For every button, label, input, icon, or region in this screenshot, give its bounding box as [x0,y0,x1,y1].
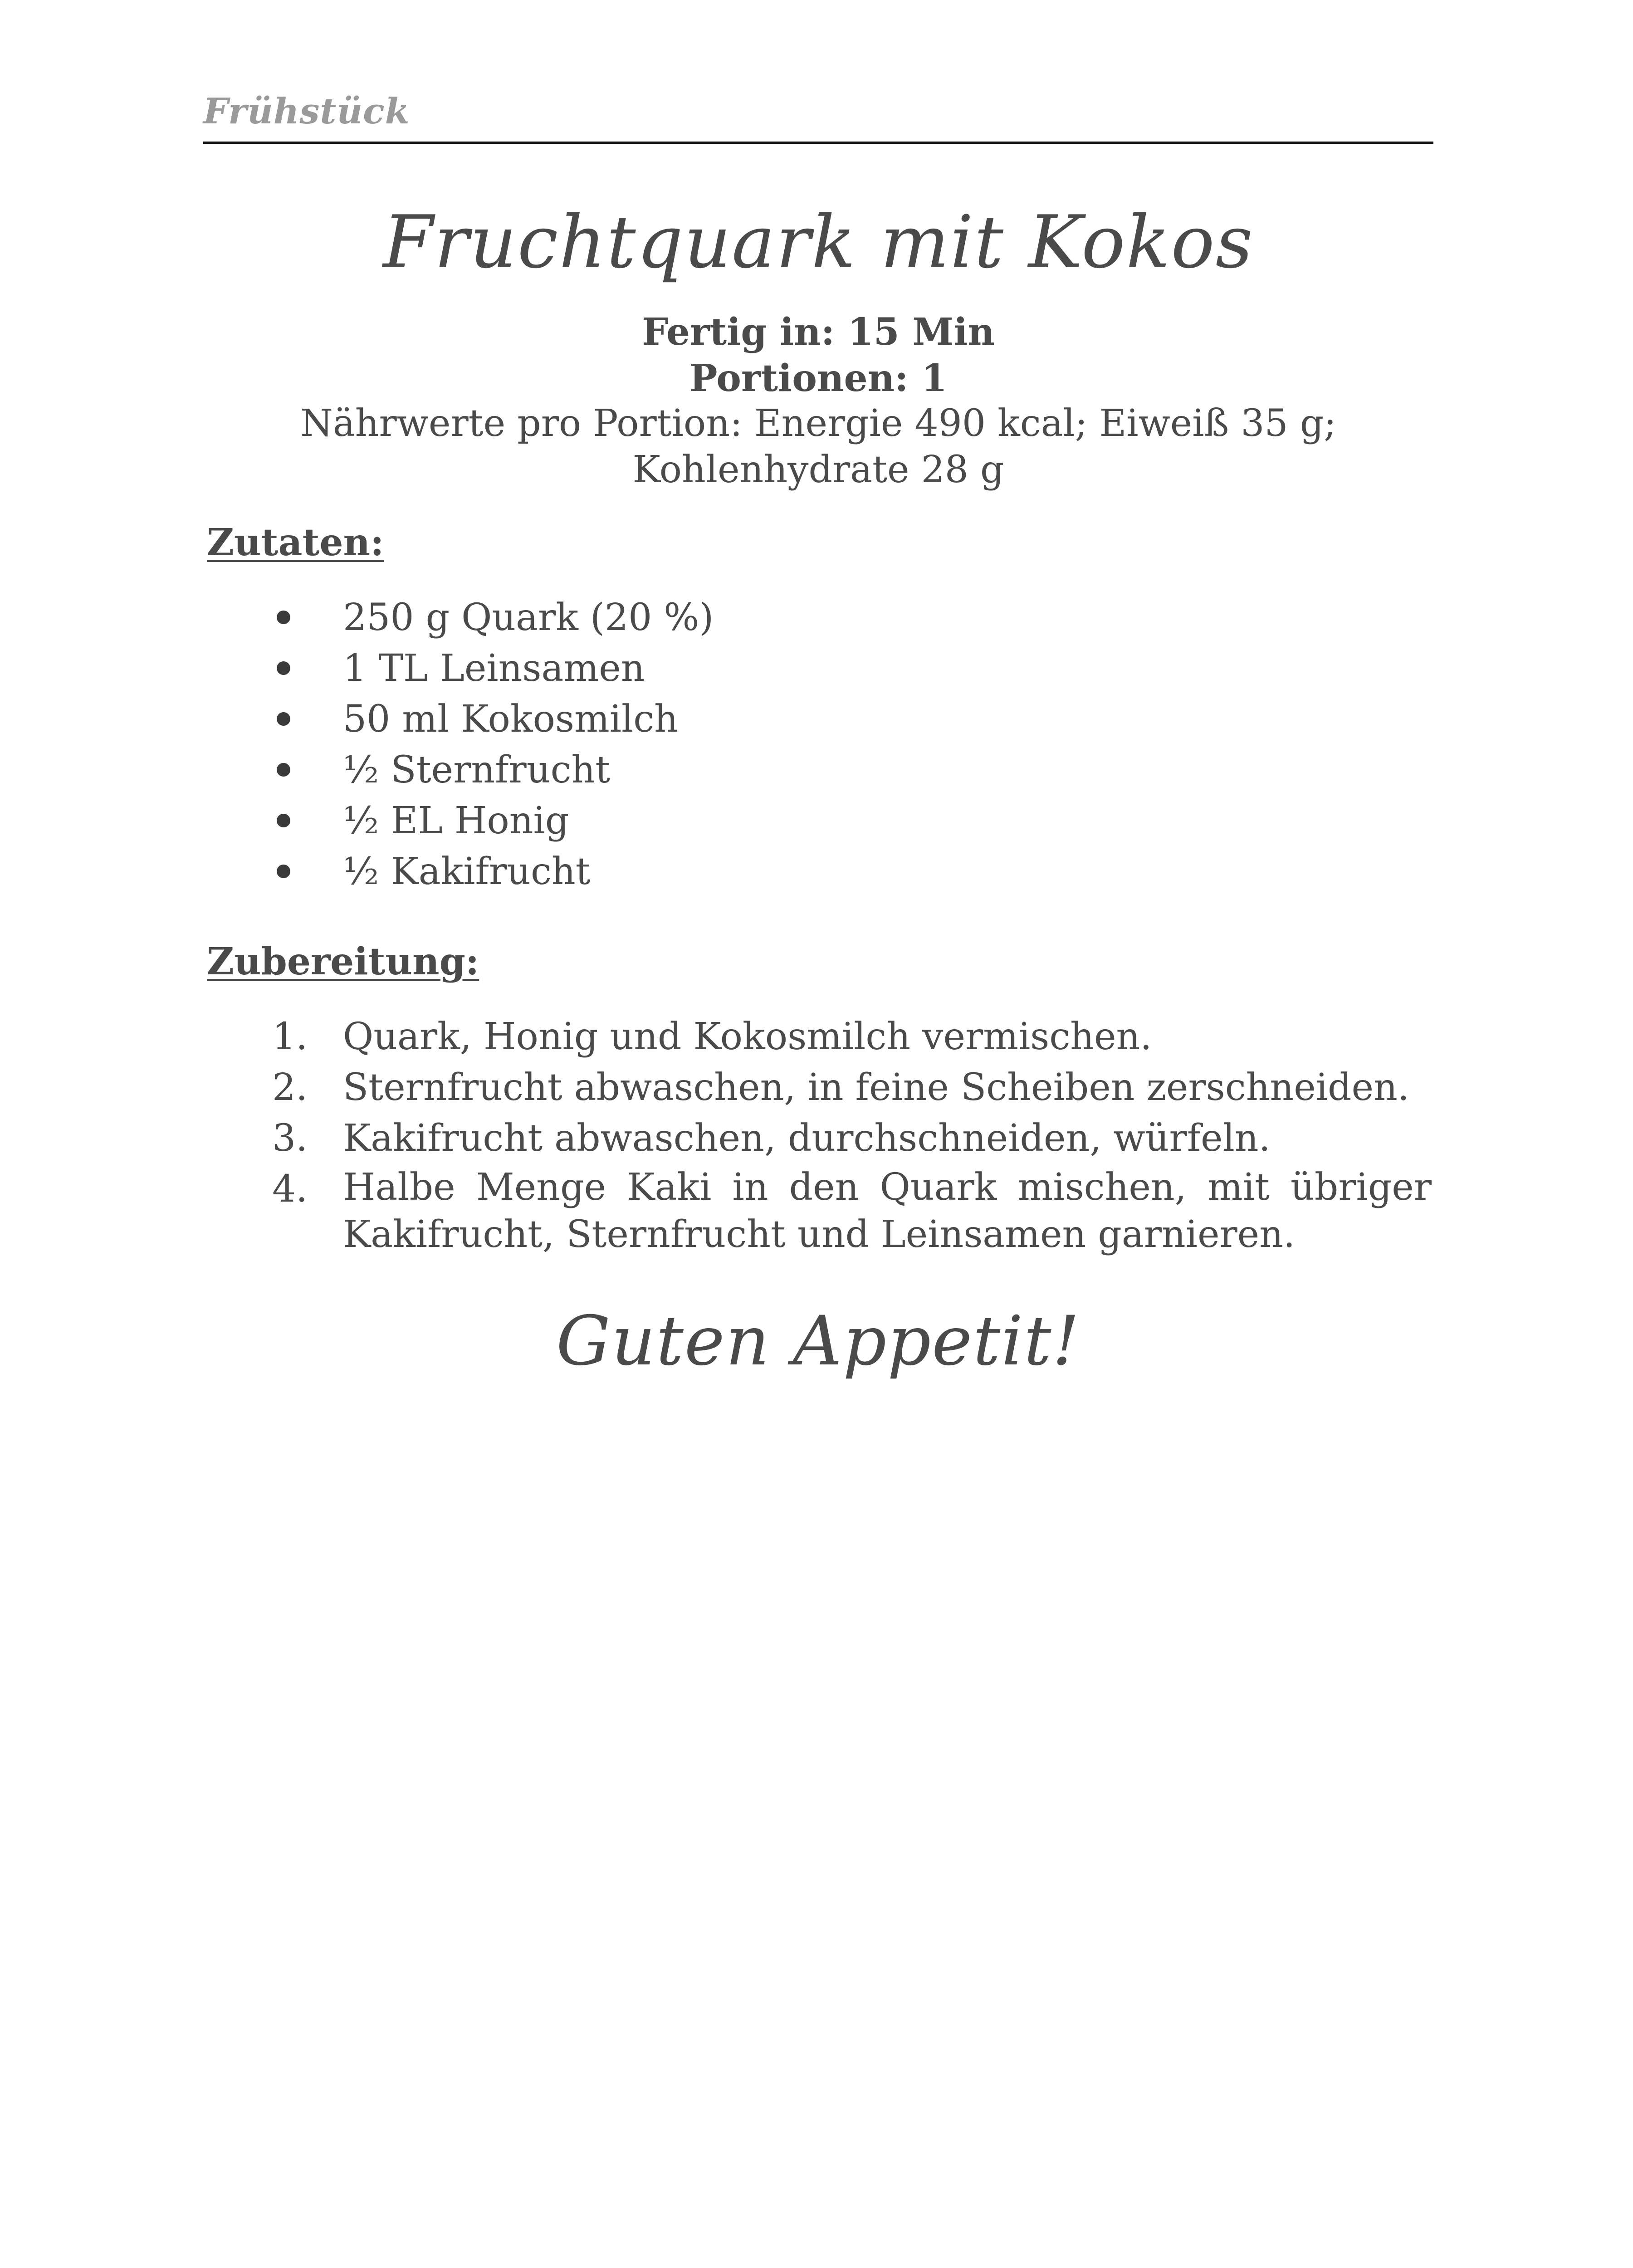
recipe-title: Fruchtquark mit Kokos [383,200,1254,284]
bullet-icon [277,661,290,675]
nutrition-line-2: Kohlenhydrate 28 g [632,448,1004,491]
bullet-icon [277,814,290,827]
step-number: 1. [272,1015,308,1058]
servings: Portionen: 1 [689,357,948,400]
step-text: Sternfrucht abwaschen, in feine Scheiben zerschneiden. [343,1066,1409,1109]
bullet-icon [277,865,290,878]
ready-time: Fertig in: 15 Min [642,310,995,354]
step-number: 4. [272,1168,308,1211]
bullet-icon [277,611,290,624]
step-text: Kakifrucht abwaschen, durchschneiden, würfeln. [343,1117,1271,1160]
step-text: Halbe Menge Kaki in den Quark mischen, mit übriger Kakifrucht, Sternfrucht und Leinsamen garnieren. [343,1166,1432,1256]
step-number: 2. [272,1066,308,1109]
ingredient-text: 250 g Quark (20 %) [343,596,714,639]
ingredient-text: ½ Sternfrucht [343,748,611,792]
header-rule [203,142,1433,144]
ingredient-text: ½ EL Honig [343,799,569,842]
ingredient-text: 50 ml Kokosmilch [343,698,678,741]
preparation-heading: Zubereitung: [207,940,479,983]
nutrition-line-1: Nährwerte pro Portion: Energie 490 kcal; Eiweiß 35 g; [300,402,1336,445]
running-head: Frühstück [203,91,410,132]
bullet-icon [277,763,290,777]
signoff: Guten Appetit! [556,1302,1081,1381]
ingredients-heading: Zutaten: [207,521,384,564]
bullet-icon [277,712,290,726]
ingredient-text: 1 TL Leinsamen [343,647,645,690]
step-text: Quark, Honig und Kokosmilch vermischen. [343,1015,1152,1058]
step-number: 3. [272,1117,308,1160]
ingredient-text: ½ Kakifrucht [343,850,591,893]
